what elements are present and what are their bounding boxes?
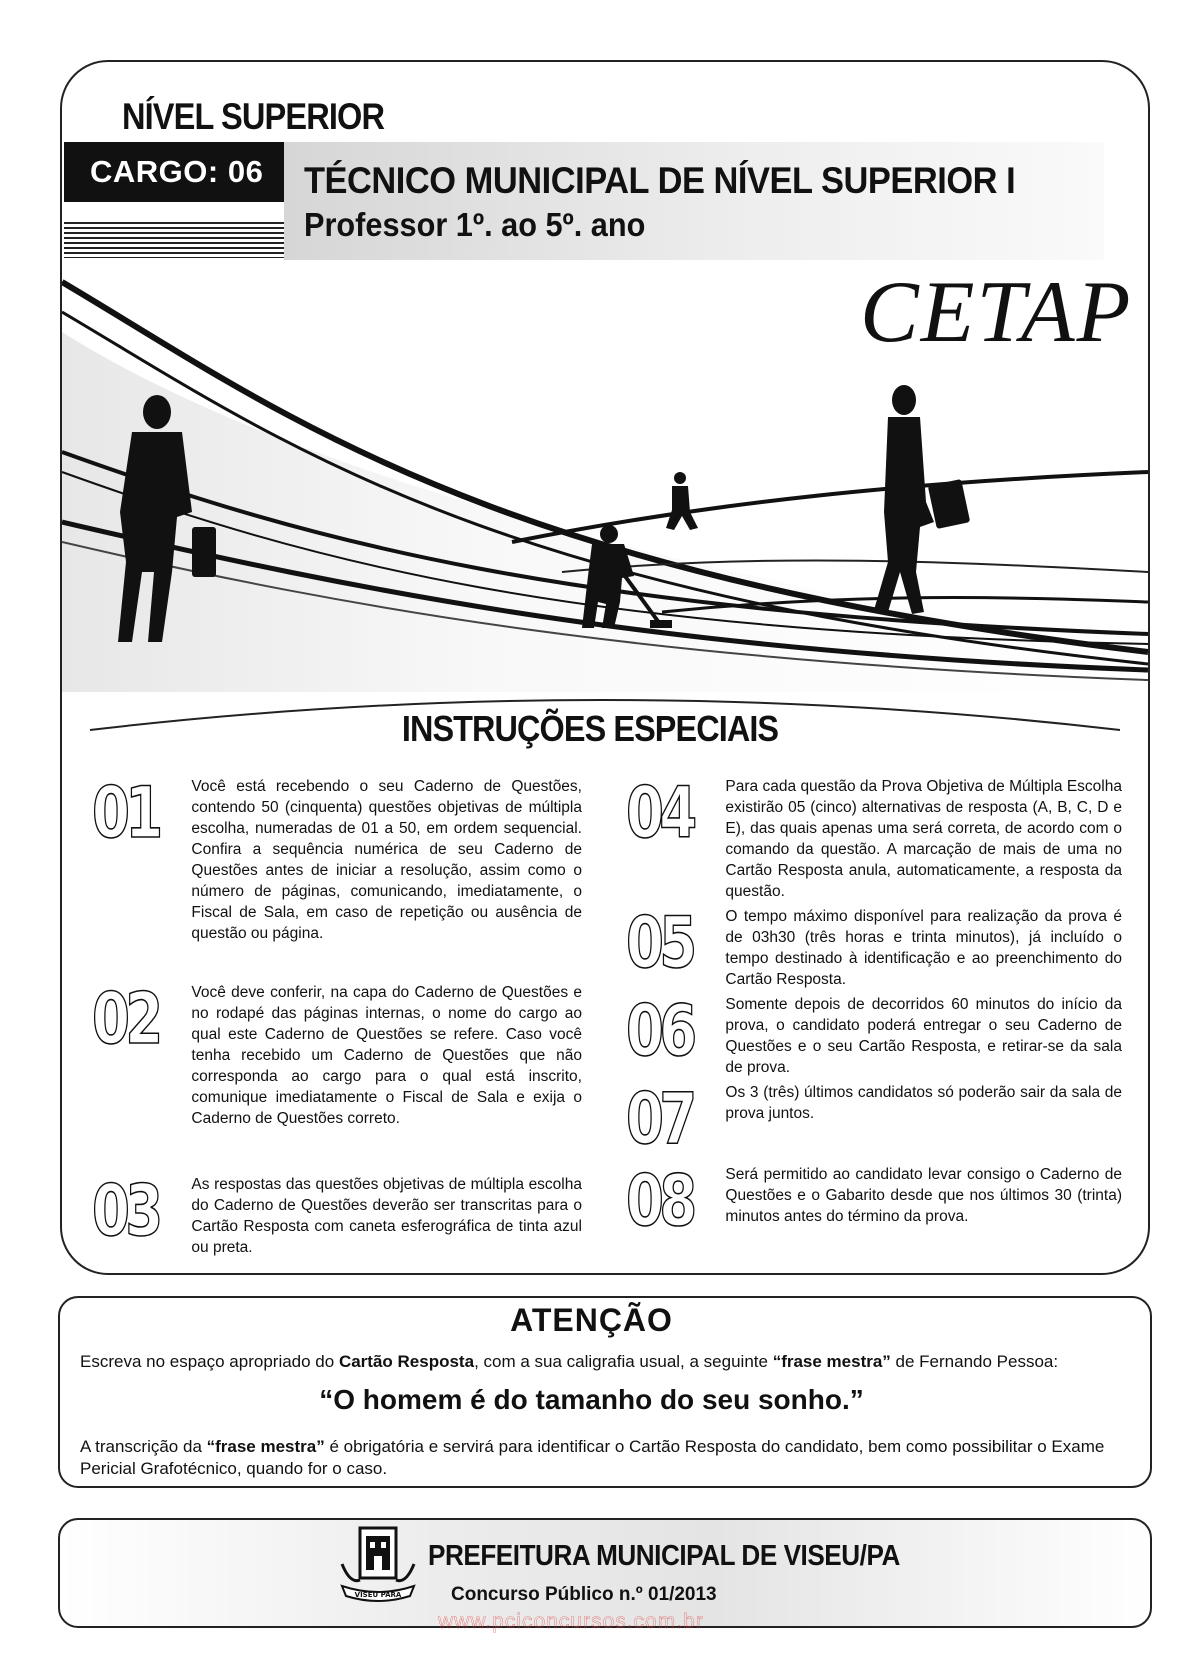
svg-text:VISEU PARA: VISEU PARA: [354, 1591, 402, 1599]
cetap-logo: CETAP: [860, 264, 1133, 361]
attention-text: é obrigatória e servirá para identificar o Cartão Resposta do candidato, bem como possibilitar o Exame Pericial Grafotécnico, quando for o caso.: [80, 1437, 1105, 1478]
instruction-text: As respostas das questões objetivas de múltipla escolha do Caderno de Questões deverão ser transcritas para o Cartão Resposta com caneta esferográfica de tinta azul ou preta.: [191, 1176, 582, 1256]
instruction-item: [626, 990, 1122, 1078]
attention-text: A transcrição da: [80, 1437, 207, 1456]
attention-instruction: [80, 1352, 1058, 1372]
instruction-number: 08: [626, 1160, 693, 1242]
instruction-item: [92, 978, 582, 1129]
attention-title: ATENÇÃO: [510, 1302, 673, 1338]
instruction-text: Você deve conferir, na capa do Caderno de Questões e no rodapé das páginas internas, o nome do cargo ao qual este Caderno de Questões se refere. Caso você tenha recebido um Caderno de Questões que não corresponda ao cargo para o qual está inscrito, comunique imediatamente o Fiscal de Sala e exija o Caderno de Questões correto.: [191, 984, 582, 1127]
instruction-item: [626, 1078, 1122, 1160]
instruction-text: Os 3 (três) últimos candidatos só poderão sair da sala de prova juntos.: [725, 1084, 1122, 1122]
instruction-number: 06: [626, 990, 693, 1072]
role-title: TÉCNICO MUNICIPAL DE NÍVEL SUPERIOR I: [304, 160, 1016, 201]
instruction-text: O tempo máximo disponível para realização da prova é de 03h30 (três horas e trinta minutos), já incluído o tempo destinado à identificação e ao preenchimento do Cartão Resposta.: [725, 908, 1122, 988]
level-title: NÍVEL SUPERIOR: [122, 96, 385, 137]
instruction-number: 05: [626, 902, 693, 984]
instruction-text: Somente depois de decorridos 60 minutos do início da prova, o candidato poderá entregar o seu Caderno de Questões e o seu Cartão Resposta, e retirar-se da sala de prova.: [725, 996, 1122, 1076]
instructions-title: INSTRUÇÕES ESPECIAIS: [401, 708, 779, 749]
municipal-crest-icon: [338, 1524, 418, 1610]
footer-subtitle: Concurso Público n.º 01/2013: [451, 1584, 717, 1605]
instruction-text: Você está recebendo o seu Caderno de Questões, contendo 50 (cinquenta) questões objetivas de múltipla escolha, numeradas de 01 a 50, em ordem sequencial. Confira a sequência numérica de seu Caderno de Questões antes de iniciar a resolução, assim como o número de páginas, comunicando, imediatamente, o Fiscal de Sala, em caso de repetição ou ausência de questão ou página.: [191, 778, 582, 942]
instruction-text: Para cada questão da Prova Objetiva de Múltipla Escolha existirão 05 (cinco) alternativas de resposta (A, B, C, D e E), das quais apenas uma será correta, de acordo com o comando da questão. A marcação de mais de uma no Cartão Resposta anula, automaticamente, a resposta da questão.: [725, 778, 1122, 900]
attention-bold: “frase mestra”: [772, 1352, 891, 1371]
instruction-number: 04: [626, 772, 693, 854]
attention-note: [80, 1436, 1130, 1480]
instruction-item: [92, 772, 582, 944]
watermark-link[interactable]: www.pciconcursos.com.br: [438, 1610, 704, 1633]
attention-bold: “frase mestra”: [206, 1437, 325, 1456]
instruction-item: [626, 1160, 1122, 1242]
attention-text: , com a sua caligrafia usual, a seguinte: [474, 1352, 773, 1371]
instruction-number: 07: [626, 1078, 693, 1160]
instruction-number: 03: [92, 1170, 159, 1252]
footer-title: PREFEITURA MUNICIPAL DE VISEU/PA: [428, 1540, 900, 1572]
attention-text: Escreva no espaço apropriado do: [80, 1352, 339, 1371]
cargo-stripes: [64, 222, 284, 258]
instruction-text: Será permitido ao candidato levar consigo o Caderno de Questões e o Gabarito desde que nos últimos 30 (trinta) minutos antes do término da prova.: [725, 1166, 1122, 1225]
master-phrase: “O homem é do tamanho do seu sonho.”: [319, 1384, 864, 1415]
instruction-item: [92, 1170, 582, 1258]
attention-text: de Fernando Pessoa:: [890, 1352, 1059, 1371]
instruction-item: [626, 902, 1122, 990]
cargo-label: CARGO: 06: [64, 142, 284, 202]
role-subtitle: Professor 1º. ao 5º. ano: [304, 206, 646, 243]
instruction-number: 01: [92, 772, 159, 854]
attention-bold: Cartão Resposta: [338, 1352, 475, 1371]
instruction-item: [626, 772, 1122, 902]
instruction-number: 02: [92, 978, 159, 1060]
